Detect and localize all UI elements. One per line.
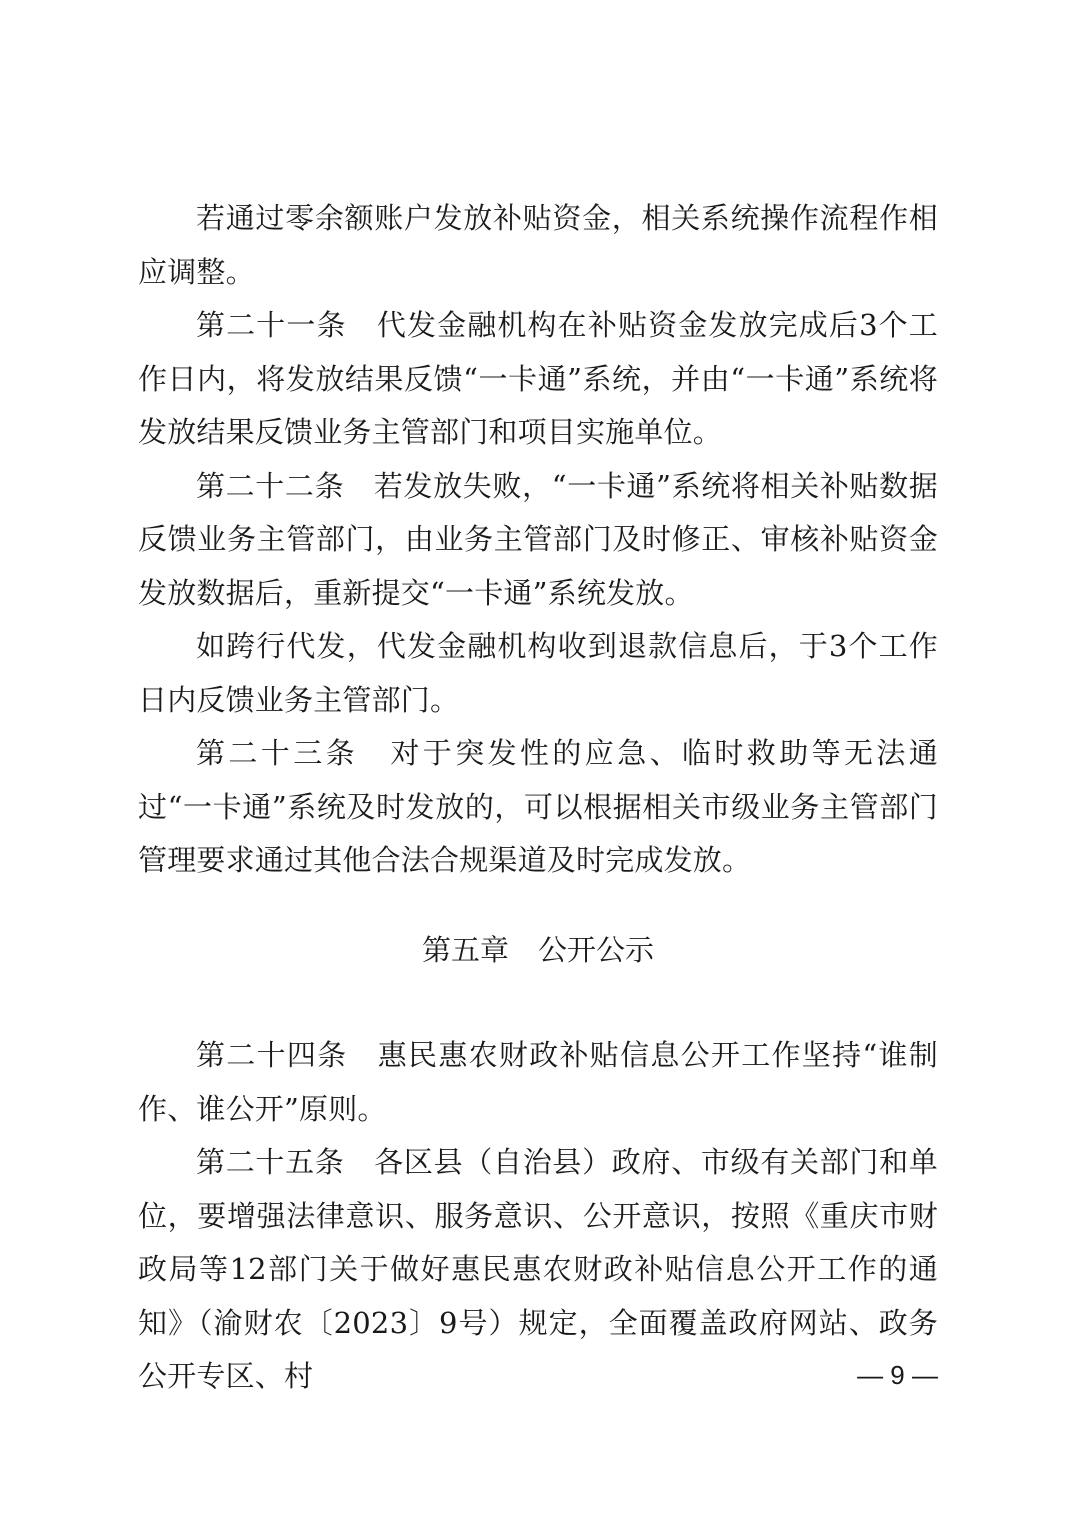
article-23: 第二十三条 对于突发性的应急、临时救助等无法通过“一卡通”系统及时发放的，可以根据相关市级业务主管部门管理要求通过其他合法合规渠道及时完成发放。 bbox=[138, 736, 938, 877]
page-number: — 9 — bbox=[857, 1360, 938, 1390]
body-text-top bbox=[138, 192, 938, 888]
paragraph: 如跨行代发，代发金融机构收到退款信息后，于3个工作日内反馈业务主管部门。 bbox=[138, 629, 938, 717]
article-24: 第二十四条 惠民惠农财政补贴信息公开工作坚持“谁制作、谁公开”原则。 bbox=[138, 1038, 938, 1126]
body-text-bottom bbox=[138, 1029, 938, 1404]
paragraph: 若通过零余额账户发放补贴资金，相关系统操作流程作相应调整。 bbox=[138, 201, 938, 289]
article-22: 第二十二条 若发放失败，“一卡通”系统将相关补贴数据反馈业务主管部门，由业务主管部门及时修正、审核补贴资金发放数据后，重新提交“一卡通”系统发放。 bbox=[138, 468, 938, 610]
article-25: 第二十五条 各区县（自治县）政府、市级有关部门和单位，要增强法律意识、服务意识、公开意识，按照《重庆市财政局等12部门关于做好惠民惠农财政补贴信息公开工作的通知》（渝财农〔2023〕9号）规定，全面覆盖政府网站、政务公开专区、村 bbox=[138, 1145, 938, 1393]
article-21: 第二十一条 代发金融机构在补贴资金发放完成后3个工作日内，将发放结果反馈“一卡通”系统，并由“一卡通”系统将发放结果反馈业务主管部门和项目实施单位。 bbox=[138, 308, 938, 449]
chapter-title: 第五章 公开公示 bbox=[421, 933, 654, 967]
